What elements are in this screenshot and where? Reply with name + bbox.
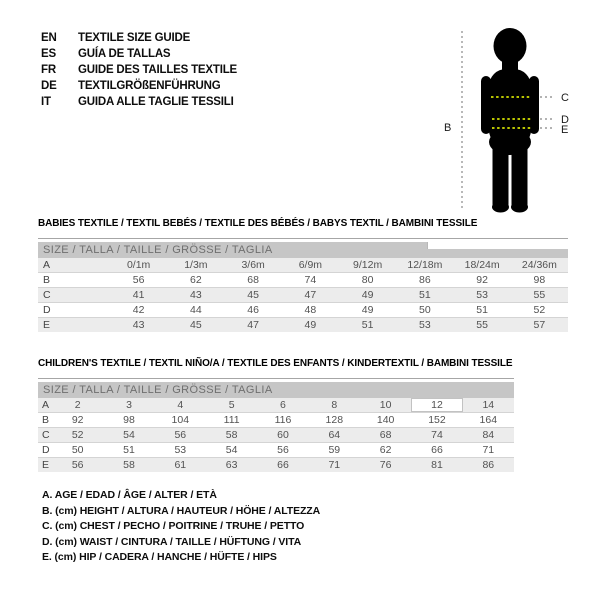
size-value-cell: 86: [482, 459, 495, 471]
size-value-cell: 61: [174, 459, 187, 471]
size-value-cell: 54: [225, 444, 238, 456]
size-value-cell: 45: [247, 289, 259, 301]
size-value-cell: 86: [419, 274, 431, 286]
table-row: [38, 273, 568, 288]
size-value-cell: 128: [325, 414, 344, 426]
size-value-cell: 68: [247, 274, 259, 286]
size-value-cell: 60: [277, 429, 289, 441]
size-value-cell: 51: [361, 319, 374, 331]
row-label: A: [43, 259, 51, 271]
size-value-cell: 6/9m: [298, 259, 323, 271]
size-value-cell: 43: [132, 319, 145, 331]
size-value-cell: 152: [428, 414, 446, 426]
language-code: EN: [41, 32, 57, 44]
size-value-cell: 62: [190, 274, 202, 286]
size-value-cell: 50: [419, 304, 431, 316]
header-artifact-notch: [427, 242, 568, 249]
language-guide-title: GUÍA DE TALLAS: [78, 48, 171, 60]
children-table-header: [38, 382, 514, 398]
size-value-cell: 111: [223, 414, 240, 426]
size-value-cell: 47: [247, 319, 259, 331]
size-value-cell: 66: [277, 459, 289, 471]
children-size-table: [38, 398, 514, 472]
language-row: [41, 46, 237, 62]
size-value-cell: 81: [431, 459, 443, 471]
language-title-list: [41, 30, 237, 110]
child-silhouette-figure: [430, 8, 600, 230]
size-value-cell: 56: [71, 459, 84, 471]
size-value-cell: 51: [123, 444, 135, 456]
size-value-cell: 45: [190, 319, 202, 331]
size-value-cell: 66: [431, 444, 443, 456]
size-value-cell: 58: [123, 459, 135, 471]
size-value-cell: 1/3m: [184, 259, 208, 271]
table-top-rule: [38, 238, 568, 239]
row-label: C: [43, 289, 51, 301]
size-value-cell: 53: [174, 444, 187, 456]
size-value-cell: 71: [482, 444, 495, 456]
table-row: [38, 398, 514, 413]
row-label: C: [42, 429, 50, 441]
size-value-cell: 50: [71, 444, 84, 456]
row-label: D: [43, 304, 51, 316]
size-value-cell: 52: [533, 304, 546, 316]
size-value-cell: 56: [277, 444, 289, 456]
size-value-cell: 46: [247, 304, 259, 316]
size-value-cell: 12/18m: [407, 259, 443, 271]
children-table-header-label: SIZE / TALLA / TAILLE / GRÖSSE / TAGLIA: [43, 384, 273, 396]
language-row: [41, 62, 237, 78]
size-value-cell: 164: [479, 414, 498, 426]
size-value-cell: 56: [174, 429, 187, 441]
language-guide-title: GUIDE DES TAILLES TEXTILE: [78, 64, 237, 76]
size-value-cell: 41: [132, 289, 145, 301]
row-label: E: [43, 319, 51, 331]
language-row: [41, 78, 237, 94]
table-row: [38, 428, 514, 443]
table-row: [38, 458, 514, 473]
figure-label-chest: C: [561, 92, 569, 104]
table-row: [38, 443, 514, 458]
size-value-cell: 9/12m: [353, 259, 383, 271]
size-value-cell: 2: [74, 399, 81, 411]
highlighted-size-cell: 12: [411, 398, 462, 413]
size-value-cell: 54: [123, 429, 135, 441]
table-row: [38, 258, 568, 273]
language-guide-title: TEXTILE SIZE GUIDE: [78, 32, 191, 44]
size-value-cell: 68: [379, 429, 392, 441]
size-value-cell: 64: [328, 429, 341, 441]
size-value-cell: 6: [280, 399, 286, 411]
size-value-cell: 62: [379, 444, 392, 456]
language-code: ES: [41, 48, 56, 60]
child-silhouette: [481, 28, 539, 213]
size-value-cell: 44: [190, 304, 202, 316]
size-value-cell: 58: [225, 429, 238, 441]
row-label: A: [42, 399, 50, 411]
row-label: B: [42, 414, 50, 426]
size-value-cell: 14: [482, 399, 495, 411]
size-value-cell: 53: [419, 319, 431, 331]
size-value-cell: 3: [126, 399, 132, 411]
babies-section-title: BABIES TEXTILE / TEXTIL BEBÉS / TEXTILE DES BÉBÉS / BABYS TEXTIL / BAMBINI TESSILE: [38, 218, 478, 229]
size-value-cell: 104: [171, 414, 190, 426]
language-guide-title: TEXTILGRÖßENFÜHRUNG: [78, 80, 221, 92]
size-value-cell: 48: [304, 304, 317, 316]
size-value-cell: 56: [132, 274, 145, 286]
size-value-cell: 52: [71, 429, 84, 441]
language-code: DE: [41, 80, 57, 92]
table-row: [38, 318, 568, 333]
legend-line: E. (cm) HIP / CADERA / HANCHE / HÜFTE / HIPS: [42, 551, 277, 563]
size-value-cell: 63: [225, 459, 238, 471]
language-row: [41, 94, 237, 110]
size-value-cell: 0/1m: [126, 259, 151, 271]
size-value-cell: 80: [361, 274, 374, 286]
size-value-cell: 49: [361, 289, 374, 301]
language-row: [41, 30, 237, 46]
size-value-cell: 5: [228, 399, 235, 411]
size-value-cell: 47: [304, 289, 317, 301]
table-row: [38, 303, 568, 318]
babies-textile-section: [38, 217, 568, 332]
row-label: B: [43, 274, 51, 286]
size-value-cell: 53: [476, 289, 488, 301]
size-value-cell: 76: [379, 459, 392, 471]
size-value-cell: 57: [533, 319, 546, 331]
size-value-cell: 51: [419, 289, 431, 301]
table-row: [38, 288, 568, 303]
babies-size-table: [38, 258, 568, 332]
legend-line: B. (cm) HEIGHT / ALTURA / HAUTEUR / HÖHE / ALTEZZA: [42, 504, 321, 517]
size-value-cell: 49: [304, 319, 317, 331]
size-value-cell: 49: [361, 304, 374, 316]
legend-line: C. (cm) CHEST / PECHO / POITRINE / TRUHE / PETTO: [42, 520, 305, 532]
size-value-cell: 55: [533, 289, 546, 301]
measurement-figure: [430, 8, 600, 230]
row-label: D: [42, 444, 50, 456]
size-value-cell: 18/24m: [464, 259, 500, 271]
children-textile-section: [38, 357, 514, 472]
size-value-cell: 4: [177, 399, 184, 411]
size-value-cell: 55: [476, 319, 488, 331]
language-code: IT: [41, 96, 51, 108]
legend-line: A. AGE / EDAD / ÂGE / ALTER / ETÀ: [42, 489, 217, 501]
size-value-cell: 92: [476, 274, 488, 286]
size-value-cell: 116: [274, 414, 292, 426]
babies-table-header-label: SIZE / TALLA / TAILLE / GRÖSSE / TAGLIA: [43, 244, 273, 256]
size-value-cell: 98: [123, 414, 135, 426]
size-value-cell: 3/6m: [241, 259, 265, 271]
size-value-cell: 140: [376, 414, 395, 426]
children-section-title: CHILDREN'S TEXTILE / TEXTIL NIÑO/A / TEXTILE DES ENFANTS / KINDERTEXTIL / BAMBINI TESSILE: [38, 358, 513, 369]
size-value-cell: 8: [331, 399, 338, 411]
figure-label-height: B: [444, 122, 452, 134]
language-code: FR: [41, 64, 56, 76]
language-guide-title: GUIDA ALLE TAGLIE TESSILI: [78, 96, 234, 108]
size-value-cell: 74: [431, 429, 443, 441]
legend-line: D. (cm) WAIST / CINTURA / TAILLE / HÜFTUNG / VITA: [42, 535, 302, 548]
babies-table-header: [38, 242, 568, 258]
table-top-rule: [38, 378, 514, 379]
table-row: [38, 413, 514, 428]
size-value-cell: 43: [190, 289, 202, 301]
size-value-cell: 71: [328, 459, 341, 471]
size-value-cell: 92: [71, 414, 84, 426]
size-value-cell: 51: [476, 304, 488, 316]
figure-label-waist: D: [561, 114, 569, 126]
measurement-legend: [42, 488, 320, 566]
size-value-cell: 84: [482, 429, 495, 441]
size-value-cell: 98: [533, 274, 546, 286]
size-value-cell: 10: [379, 399, 392, 411]
size-value-cell: 42: [132, 304, 145, 316]
size-value-cell: 24/36m: [521, 259, 557, 271]
size-value-cell: 74: [304, 274, 317, 286]
figure-label-hip: E: [561, 124, 569, 136]
row-label: E: [42, 459, 50, 471]
size-value-cell: 59: [328, 444, 341, 456]
